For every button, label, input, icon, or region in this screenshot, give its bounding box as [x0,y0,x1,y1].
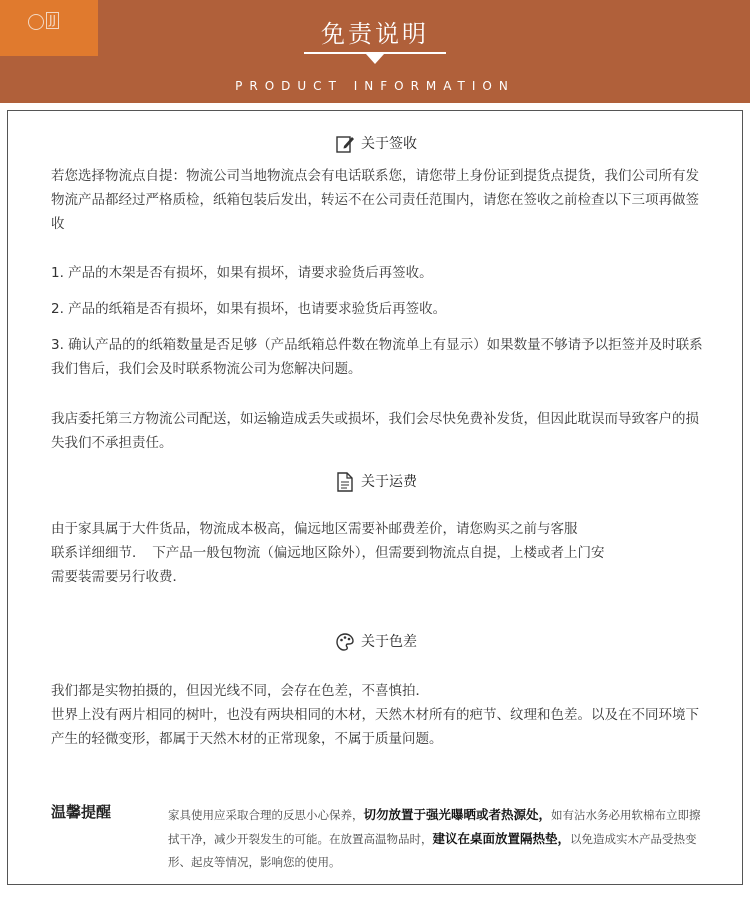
header-banner [0,0,750,103]
tips-bold-1: 切勿放置于强光曝晒或者热源处， [363,807,552,822]
page-subtitle: PRODUCT INFORMATION [235,79,515,93]
shipping-line-1: 由于家具属于大件货品，物流成本极高，偏远地区需要补邮费差价，请您购买之前与客服 [51,521,578,537]
signing-note: 我店委托第三方物流公司配送，如运输造成丢失或损坏，我们会尽快免费补发货，但因此耽误而导致客户的损失我们不承担责任。 [51,411,699,451]
shipping-line-2: 联系详细细节． 下产品一般包物流（偏远地区除外），但需要到物流点自提，上楼或者上门安 [51,545,605,561]
logo-text: JJ [46,12,59,29]
tips-part-2: 如有沾水务必用软棉布立即擦拭干净，减少开裂发生的可能。在放置高温物品时， [168,808,701,846]
tips-part-3: 以免造成实木产品受热变形、起皮等情况，影响您的使用。 [168,832,697,869]
caret-down-icon [366,54,384,64]
section-title-color [8,631,744,652]
page-title: 免责说明 [321,20,429,48]
section-title-signing [8,133,744,154]
section-title-color-label: 关于色差 [361,634,417,650]
edit-icon [335,134,355,154]
palette-icon [335,632,355,652]
tips-label: 温馨提醒 [51,803,112,821]
section-title-signing-label: 关于签收 [361,136,417,152]
document-icon [335,472,355,492]
tips-part-1: 家具使用应采取合理的反思小心保养， [168,808,364,822]
section-title-shipping-label: 关于运费 [361,474,417,490]
tips-text [168,803,708,874]
tips-bold-2: 建议在桌面放置隔热垫， [432,831,571,846]
section-title-shipping [8,471,744,492]
signing-item-2: 2. 产品的纸箱是否有损坏，如果有损坏，也请要求验货后再签收。 [51,301,447,317]
signing-item-1: 1. 产品的木架是否有损坏，如果有损坏，请要求验货后再签收。 [51,265,433,281]
shipping-line-3: 需要装需要另行收费． [51,569,186,585]
content-panel [7,110,743,885]
signing-intro: 若您选择物流点自提：物流公司当地物流点会有电话联系您，请您带上身份证到提货点提货，我们公司所有发物流产品都经过严格质检，纸箱包装后发出，转运不在公司责任范围内，请您在签收之前检查以下三项再做签收 [51,168,699,232]
color-line-1: 我们都是实物拍摄的，但因光线不同，会存在色差，不喜慎拍． [51,683,429,699]
color-line-2: 世界上没有两片相同的树叶，也没有两块相同的木材，天然木材所有的疤节、纹理和色差。以及在不同环境下产生的轻微变形，都属于天然木材的正常现象，不属于质量问题。 [51,707,699,747]
signing-item-3: 3. 确认产品的的纸箱数量是否足够（产品纸箱总件数在物流单上有显示）如果数量不够请予以拒签并及时联系我们售后，我们会及时联系物流公司为您解决问题。 [51,337,703,377]
